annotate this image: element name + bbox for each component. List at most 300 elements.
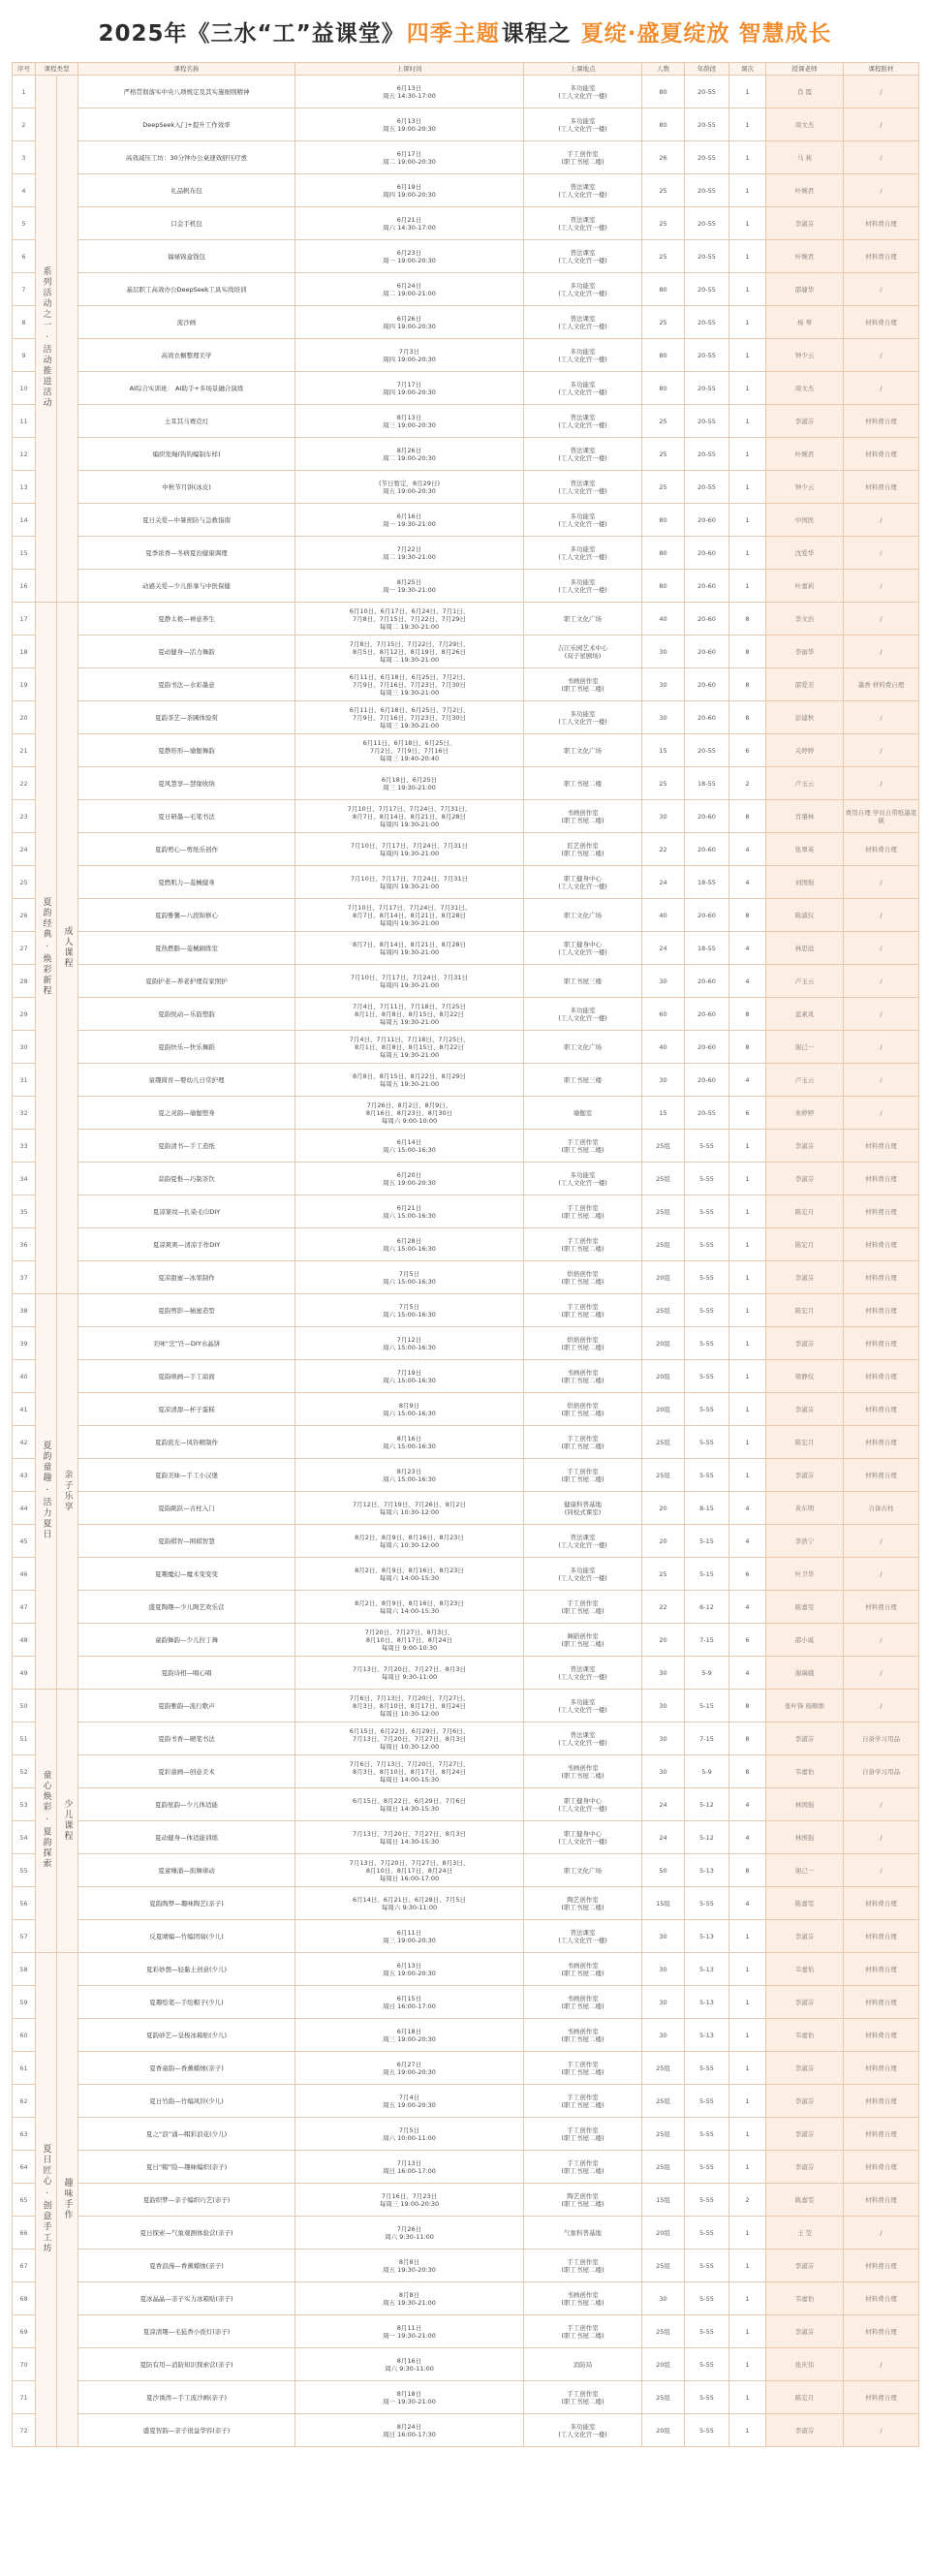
table-row	[13, 2414, 919, 2447]
course-place: 舞蹈创作室 (职工书屋二楼)	[524, 1624, 642, 1657]
course-time: 8月16日 周六 15:00-16:30	[295, 1426, 524, 1459]
materials-note: /	[844, 273, 919, 306]
subcategory-cell	[57, 1294, 78, 1690]
teacher-name: 张庆伟	[766, 2348, 844, 2381]
age-range: 5-55	[685, 2151, 729, 2184]
course-capacity: 40	[642, 1031, 685, 1064]
teacher-name: 叶婉君	[766, 438, 844, 471]
course-time: 6月15日、8月22日、6月29日、7月6日 每周日 14:30-15:30	[295, 1788, 524, 1821]
course-place: 多功能室 (工人文化宫一楼)	[524, 76, 642, 109]
course-capacity: 22	[642, 833, 685, 866]
course-name: 夏韵悦动—乐筋塑韵	[78, 998, 295, 1031]
session-count: 6	[729, 734, 766, 767]
session-count: 1	[729, 1261, 766, 1294]
table-row	[13, 1064, 919, 1097]
table-row	[13, 767, 919, 800]
session-count: 1	[729, 1294, 766, 1327]
session-count: 6	[729, 1558, 766, 1591]
age-range: 5-12	[685, 1788, 729, 1821]
course-name: 编织发绳(钩钩编制车样)	[78, 438, 295, 471]
age-range: 5-55	[685, 2217, 729, 2250]
header-index: 序号	[13, 63, 36, 76]
course-name: 严格贯彻落实中央八项规定及其实施细则精神	[78, 76, 295, 109]
course-name: 夏凉篆纹—扎染毛巾DIY	[78, 1195, 295, 1228]
materials-note: /	[844, 1525, 919, 1558]
teacher-name: 关婷婷	[766, 734, 844, 767]
row-index: 22	[13, 767, 36, 800]
course-place: 普法课室 (工人文化宫一楼)	[524, 1723, 642, 1755]
table-row	[13, 504, 919, 537]
course-capacity: 25	[642, 306, 685, 339]
course-time: 7月10日、7月17日、7月24日、7月31日 每周四 19:30-21:00	[295, 965, 524, 998]
age-range: 5-15	[685, 1690, 729, 1723]
session-count: 1	[729, 1228, 766, 1261]
table-row	[13, 306, 919, 339]
materials-note: 材料费自理	[844, 2250, 919, 2282]
category-label: 系列活动之一 · 活动推进活动	[41, 266, 51, 409]
course-time: 6月14日 周六 15:00-16:30	[295, 1130, 524, 1163]
table-row	[13, 734, 919, 767]
table-row	[13, 1986, 919, 2019]
table-row	[13, 109, 919, 141]
teacher-name: 李丽华	[766, 636, 844, 668]
row-index: 63	[13, 2118, 36, 2151]
materials-note: 材料费自理	[844, 306, 919, 339]
table-row	[13, 1953, 919, 1986]
course-time: 7月4日 周五 19:00-20:30	[295, 2085, 524, 2118]
header-time: 上课时间	[295, 63, 524, 76]
teacher-name: 谢瑞娥	[766, 1657, 844, 1690]
table-row	[13, 1854, 919, 1887]
title-theme: 四季主题	[406, 20, 500, 47]
table-row	[13, 1327, 919, 1360]
course-name: 夏韵映画—手工扇面	[78, 1360, 295, 1393]
materials-note: 墨香 材料费自理	[844, 668, 919, 701]
age-range: 20-60	[685, 998, 729, 1031]
course-name: AI综合实训班： AI助手+多场景融合演练	[78, 372, 295, 405]
course-place: 多功能室 (工人文化宫一楼)	[524, 2414, 642, 2447]
session-count: 1	[729, 2085, 766, 2118]
table-row	[13, 603, 919, 636]
category-label: 夏韵经典 · 焕彩新程	[41, 897, 51, 997]
course-name: 夏动健身—体适能训练	[78, 1821, 295, 1854]
age-range: 5-9	[685, 1755, 729, 1788]
teacher-name: 谢己一	[766, 1854, 844, 1887]
materials-note: /	[844, 537, 919, 570]
course-capacity: 80	[642, 339, 685, 372]
teacher-name: 卢玉云	[766, 965, 844, 998]
teacher-name: 李淑芬	[766, 1261, 844, 1294]
course-place: 职工健身中心 (工人文化宫一楼)	[524, 866, 642, 899]
session-count: 8	[729, 1755, 766, 1788]
course-place: 多功能室 (工人文化宫一楼)	[524, 109, 642, 141]
age-range: 5-13	[685, 1986, 729, 2019]
age-range: 5-55	[685, 1360, 729, 1393]
session-count: 1	[729, 1953, 766, 1986]
course-name: 蒜韵夏惟—巧制茶饮	[78, 1163, 295, 1195]
row-index: 49	[13, 1657, 36, 1690]
materials-note: 材料费自理	[844, 2052, 919, 2085]
course-capacity: 30	[642, 701, 685, 734]
course-time: 6月11日、6月18日、6月25日、7月2日、 7月9日、7月16日、7月23日、7月30日 每周三 19:30-21:00	[295, 668, 524, 701]
teacher-name: 李浩宁	[766, 1525, 844, 1558]
course-capacity: 26	[642, 141, 685, 174]
teacher-name: 周文杰	[766, 372, 844, 405]
course-name: 夏防有用—消防知识探索营(亲子)	[78, 2348, 295, 2381]
table-row	[13, 1031, 919, 1064]
course-place: 普法课室 (工人文化宫一楼)	[524, 174, 642, 207]
materials-note: 材料费自理	[844, 833, 919, 866]
teacher-name: 张翠英	[766, 833, 844, 866]
course-capacity: 40	[642, 899, 685, 932]
age-range: 5-55	[685, 2250, 729, 2282]
table-row	[13, 76, 919, 109]
age-range: 5-55	[685, 2282, 729, 2315]
table-row	[13, 668, 919, 701]
course-time: 7月26日 周六 9:30-11:00	[295, 2217, 524, 2250]
course-place: 多功能室 (工人文化宫一楼)	[524, 998, 642, 1031]
course-place: 多功能室 (工人文化宫一楼)	[524, 372, 642, 405]
age-range: 5-55	[685, 1294, 729, 1327]
teacher-name: 陈嘉雯	[766, 2184, 844, 2217]
course-time: 8月23日 周六 15:00-16:30	[295, 1459, 524, 1492]
course-place: 书画创作室 (职工书屋二楼)	[524, 800, 642, 833]
course-capacity: 30	[642, 2019, 685, 2052]
session-count: 2	[729, 2184, 766, 2217]
materials-note: 材料费自理	[844, 1130, 919, 1163]
session-count: 4	[729, 1064, 766, 1097]
course-time: 6月17日 周二 19:00-20:30	[295, 141, 524, 174]
table-row	[13, 998, 919, 1031]
teacher-name: 林思远	[766, 932, 844, 965]
course-place: 普法课室 (工人文化宫一楼)	[524, 471, 642, 504]
session-count: 2	[729, 767, 766, 800]
course-name: 夏韵诗相—唱心唱	[78, 1657, 295, 1690]
row-index: 39	[13, 1327, 36, 1360]
course-capacity: 25组	[642, 1459, 685, 1492]
course-place: 书画创作室 (职工书屋二楼)	[524, 2282, 642, 2315]
row-index: 7	[13, 273, 36, 306]
age-range: 20-60	[685, 603, 729, 636]
materials-note: 材料费自理	[844, 1195, 919, 1228]
materials-note: 材料费自理	[844, 1887, 919, 1920]
materials-note: 材料费自理	[844, 2282, 919, 2315]
course-capacity: 25组	[642, 2381, 685, 2414]
row-index: 5	[13, 207, 36, 240]
session-count: 1	[729, 2250, 766, 2282]
course-time: 6月27日 周五 19:00-20:30	[295, 2052, 524, 2085]
row-index: 44	[13, 1492, 36, 1525]
materials-note: 材料费自理	[844, 207, 919, 240]
course-name: 夏童臻涌—街舞律动	[78, 1854, 295, 1887]
teacher-name: 朱婷婷	[766, 1097, 844, 1130]
materials-note: /	[844, 1788, 919, 1821]
course-time: 7月5日 周六 15:00-16:30	[295, 1294, 524, 1327]
materials-note: /	[844, 1097, 919, 1130]
materials-note: /	[844, 701, 919, 734]
session-count: 1	[729, 504, 766, 537]
course-place: 手工创作室 (职工书屋二楼)	[524, 1294, 642, 1327]
materials-note: /	[844, 603, 919, 636]
table-row	[13, 701, 919, 734]
teacher-name: 李淑芬	[766, 1393, 844, 1426]
teacher-name: 王 莹	[766, 2217, 844, 2250]
subcategory-cell	[57, 76, 78, 603]
table-row	[13, 1228, 919, 1261]
row-index: 17	[13, 603, 36, 636]
course-capacity: 25	[642, 471, 685, 504]
materials-note: /	[844, 767, 919, 800]
materials-note: 材料费自理	[844, 1163, 919, 1195]
header-sessions: 课次	[729, 63, 766, 76]
teacher-name: 李淑芬	[766, 2151, 844, 2184]
row-index: 11	[13, 405, 36, 438]
teacher-name: 陈宏月	[766, 1426, 844, 1459]
course-place: 多功能室 (工人文化宫一楼)	[524, 701, 642, 734]
row-index: 40	[13, 1360, 36, 1393]
age-range: 5-55	[685, 2414, 729, 2447]
session-count: 8	[729, 701, 766, 734]
teacher-name: 钟少云	[766, 339, 844, 372]
materials-note: 自备古柱	[844, 1492, 919, 1525]
table-row	[13, 800, 919, 833]
table-row	[13, 1492, 919, 1525]
materials-note: /	[844, 570, 919, 603]
table-row	[13, 1426, 919, 1459]
session-count: 1	[729, 1986, 766, 2019]
course-time: 6月16日 周一 19:30-21:00	[295, 504, 524, 537]
table-row	[13, 2052, 919, 2085]
course-time: 7月6日、7月13日、7月20日、7月27日、 8月3日、8月10日、8月17日、8月24日 每周日 14:00-15:30	[295, 1755, 524, 1788]
teacher-name: 韦嘉怡	[766, 2019, 844, 2052]
course-time: 8月24日 周日 16:00-17:30	[295, 2414, 524, 2447]
row-index: 3	[13, 141, 36, 174]
course-name: 夏燃肌力—菱械健身	[78, 866, 295, 899]
row-index: 26	[13, 899, 36, 932]
session-count: 1	[729, 1130, 766, 1163]
course-name: 夏韵美妹—手工小汉堡	[78, 1459, 295, 1492]
course-capacity: 25组	[642, 2315, 685, 2348]
session-count: 1	[729, 2217, 766, 2250]
materials-note: /	[844, 141, 919, 174]
materials-note: /	[844, 109, 919, 141]
age-range: 20-55	[685, 76, 729, 109]
course-place: 手工创作室 (职工书屋二楼)	[524, 1130, 642, 1163]
course-capacity: 25	[642, 405, 685, 438]
course-time: 6月23日 周一 19:00-20:30	[295, 240, 524, 273]
materials-note: /	[844, 339, 919, 372]
row-index: 27	[13, 932, 36, 965]
row-index: 61	[13, 2052, 36, 2085]
course-capacity: 30	[642, 1657, 685, 1690]
course-place: 书画创作室 (职工书屋二楼)	[524, 1986, 642, 2019]
materials-note: /	[844, 2348, 919, 2381]
table-row	[13, 372, 919, 405]
table-row	[13, 1261, 919, 1294]
header-place: 上课地点	[524, 63, 642, 76]
course-capacity: 30	[642, 636, 685, 668]
age-range: 20-60	[685, 800, 729, 833]
subcategory-cell	[57, 1953, 78, 2447]
session-count: 8	[729, 899, 766, 932]
course-name: 夏韵砂艺—皇梭冰箱贴(少儿)	[78, 2019, 295, 2052]
session-count: 4	[729, 965, 766, 998]
session-count: 8	[729, 998, 766, 1031]
course-name: 夏凉爽爽—清凉手作DIY	[78, 1228, 295, 1261]
row-index: 37	[13, 1261, 36, 1294]
course-time: 7月22日 周二 19:30-21:00	[295, 537, 524, 570]
age-range: 5-55	[685, 2315, 729, 2348]
row-index: 43	[13, 1459, 36, 1492]
session-count: 4	[729, 1591, 766, 1624]
materials-note: /	[844, 372, 919, 405]
row-index: 64	[13, 2151, 36, 2184]
course-place: 多功能室 (工人文化宫一楼)	[524, 273, 642, 306]
materials-note: /	[844, 932, 919, 965]
course-capacity: 30	[642, 800, 685, 833]
teacher-name: 李淑芬	[766, 1130, 844, 1163]
materials-note: /	[844, 1624, 919, 1657]
session-count: 8	[729, 1854, 766, 1887]
row-index: 1	[13, 76, 36, 109]
teacher-name: 蓝素凤	[766, 998, 844, 1031]
table-row	[13, 405, 919, 438]
course-capacity: 25组	[642, 1228, 685, 1261]
course-name: 夏韵护老—养老护理有家照护	[78, 965, 295, 998]
table-row	[13, 932, 919, 965]
table-row	[13, 2184, 919, 2217]
materials-note: 材料费自理	[844, 1459, 919, 1492]
course-capacity: 80	[642, 76, 685, 109]
course-name: 童韵舞韵—少儿拉丁舞	[78, 1624, 295, 1657]
course-capacity: 30	[642, 1953, 685, 1986]
course-name: 反夏晴编—竹编团扇(少儿)	[78, 1920, 295, 1953]
course-time: 8月16日 周六 9:30-11:00	[295, 2348, 524, 2381]
teacher-name: 李淑芬	[766, 2414, 844, 2447]
course-capacity: 25组	[642, 1294, 685, 1327]
teacher-name: 马 莉	[766, 141, 844, 174]
row-index: 51	[13, 1723, 36, 1755]
table-row	[13, 207, 919, 240]
teacher-name: 叶婉君	[766, 174, 844, 207]
table-row	[13, 2381, 919, 2414]
course-place: 书画创作室 (职工书屋二楼)	[524, 2019, 642, 2052]
course-time: 8月2日、8月9日、8月16日、8月23日 每周六 14:00-15:30	[295, 1591, 524, 1624]
subcategory-cell	[57, 1690, 78, 1953]
course-name: 夏冰晶晶—亲子实力冰箱贴(亲子)	[78, 2282, 295, 2315]
course-name: 夏日竹韵—竹编风铃(少儿)	[78, 2085, 295, 2118]
session-count: 4	[729, 1821, 766, 1854]
course-capacity: 20	[642, 1525, 685, 1558]
course-capacity: 80	[642, 504, 685, 537]
category-cell	[36, 1690, 57, 1953]
materials-note: 材料费自理	[844, 1591, 919, 1624]
table-header-row	[13, 63, 919, 76]
course-capacity: 80	[642, 372, 685, 405]
session-count: 1	[729, 1393, 766, 1426]
row-index: 23	[13, 800, 36, 833]
header-name: 课程名称	[78, 63, 295, 76]
course-name: 美味“烹”饪—DIY水晶饼	[78, 1327, 295, 1360]
materials-note: 材料费自理	[844, 1360, 919, 1393]
session-count: 6	[729, 1097, 766, 1130]
course-capacity: 25组	[642, 2052, 685, 2085]
course-time: 6月15日、6月22日、6月29日、7月6日、 7月13日、7月20日、7月27日、8月3日 每周日 10:30-12:00	[295, 1723, 524, 1755]
table-row	[13, 899, 919, 932]
title-course: 课程之	[501, 20, 572, 47]
row-index: 12	[13, 438, 36, 471]
course-capacity: 30	[642, 1064, 685, 1097]
course-place: 气象科普基地	[524, 2217, 642, 2250]
course-place: 消防局	[524, 2348, 642, 2381]
teacher-name: 卢玉云	[766, 1064, 844, 1097]
course-capacity: 25	[642, 240, 685, 273]
course-capacity: 20组	[642, 1393, 685, 1426]
row-index: 52	[13, 1755, 36, 1788]
table-row	[13, 965, 919, 998]
session-count: 1	[729, 306, 766, 339]
course-place: 书画创作室 (职工书屋二楼)	[524, 1755, 642, 1788]
course-name: 夏日研墨—毛笔书法	[78, 800, 295, 833]
session-count: 1	[729, 273, 766, 306]
teacher-name: 韦嘉怡	[766, 1953, 844, 1986]
teacher-name: 彭建秋	[766, 701, 844, 734]
course-time: 7月12日、7月19日、7月26日、8月2日 每周六 10:30-12:00	[295, 1492, 524, 1525]
teacher-name: 李淑芬	[766, 1327, 844, 1360]
session-count: 6	[729, 1624, 766, 1657]
materials-note: 材料费自理	[844, 1986, 919, 2019]
session-count: 1	[729, 570, 766, 603]
table-body	[13, 76, 919, 2447]
age-range: 5-55	[685, 1393, 729, 1426]
table-row	[13, 2217, 919, 2250]
age-range: 5-55	[685, 2348, 729, 2381]
course-time: 7月5日 周六 10:00-11:00	[295, 2118, 524, 2151]
course-place: 书画创作室 (职工书屋二楼)	[524, 1953, 642, 1986]
course-name: 夏韵跳跃—古柱入门	[78, 1492, 295, 1525]
course-name: 夏韵清书—手工造纸	[78, 1130, 295, 1163]
course-name: 流沙画	[78, 306, 295, 339]
age-range: 5-55	[685, 1228, 729, 1261]
course-time: 8月8日 周五 19:30-21:00	[295, 2282, 524, 2315]
materials-note: 材料费自理	[844, 1327, 919, 1360]
course-name: 夏静太极—禅意养生	[78, 603, 295, 636]
session-count: 1	[729, 1195, 766, 1228]
course-place: 职工健身中心 (工人文化宫一楼)	[524, 1788, 642, 1821]
row-index: 14	[13, 504, 36, 537]
table-row	[13, 833, 919, 866]
teacher-name: 陈嘉雯	[766, 1887, 844, 1920]
row-index: 50	[13, 1690, 36, 1723]
age-range: 5-55	[685, 1426, 729, 1459]
course-time: 8月9日 周六 15:00-16:30	[295, 1393, 524, 1426]
teacher-name: 叶嘉莉	[766, 570, 844, 603]
table-row	[13, 240, 919, 273]
table-row	[13, 1558, 919, 1591]
age-range: 5-55	[685, 1163, 729, 1195]
course-time: 6月19日 周四 19:00-20:30	[295, 174, 524, 207]
age-range: 20-60	[685, 537, 729, 570]
table-row	[13, 2151, 919, 2184]
table-row	[13, 1525, 919, 1558]
session-count: 1	[729, 2151, 766, 2184]
materials-note: 材料费自理	[844, 405, 919, 438]
row-index: 13	[13, 471, 36, 504]
course-time: 8月18日 周一 19:30-21:00	[295, 2381, 524, 2414]
age-range: 18-55	[685, 767, 729, 800]
materials-note: 材料费自理	[844, 1228, 919, 1261]
row-index: 28	[13, 965, 36, 998]
